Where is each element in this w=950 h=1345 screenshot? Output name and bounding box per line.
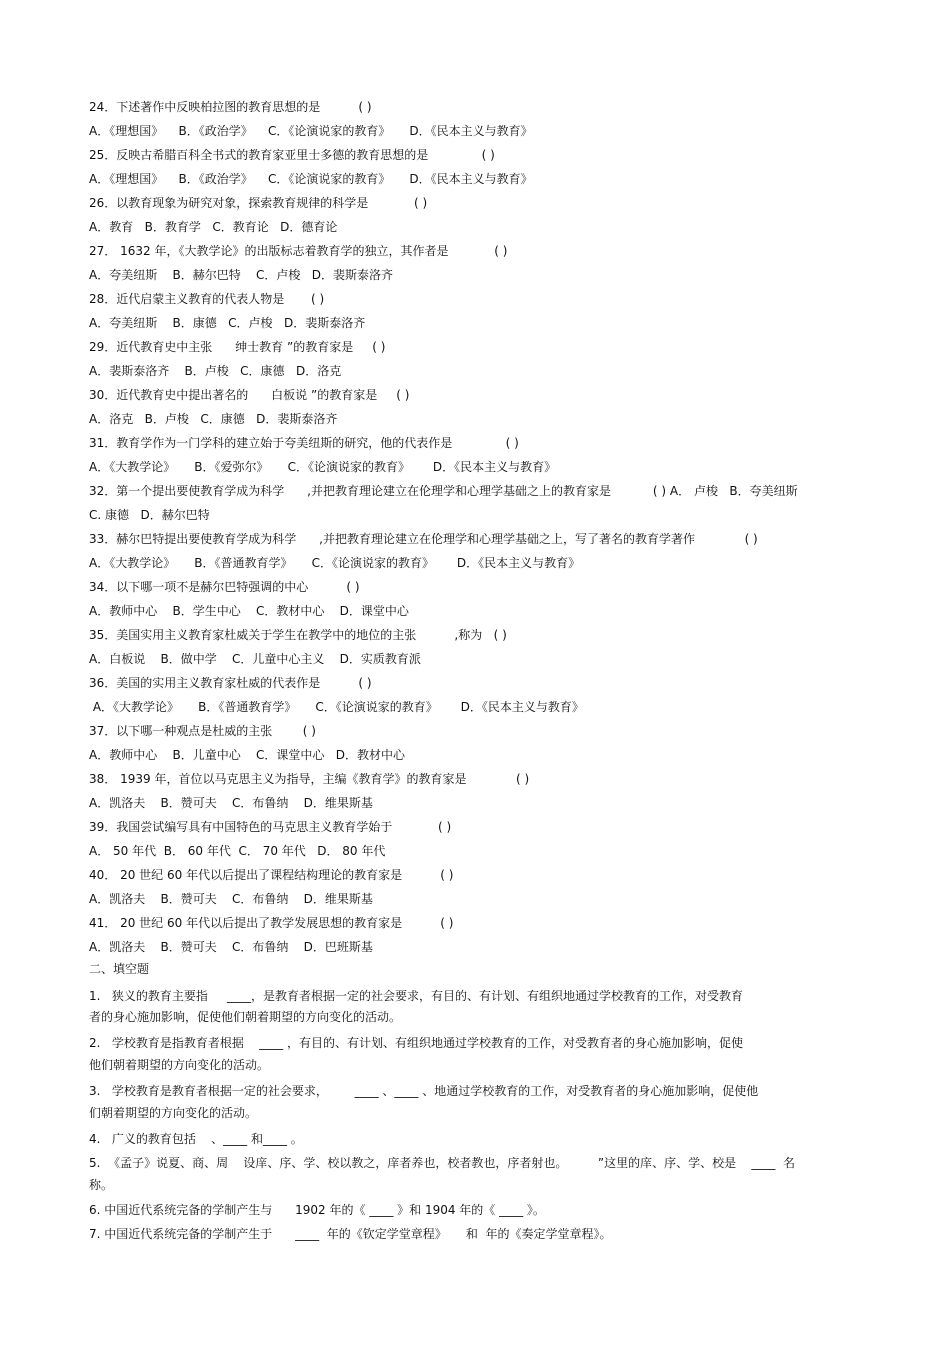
text-line: 者的身心施加影响，促使他们朝着期望的方向变化的活动。 (89, 1010, 402, 1024)
text-line: A．教师中心 B．学生中心 C．教材中心 D．课堂中心 (89, 604, 409, 618)
text-line: A．《大教学论》 B．《爱弥尔》 C．《论演说家的教育》 D．《民本主义与教育》 (89, 460, 557, 474)
text-line: 7. 中国近代系统完备的学制产生于 ____ 年的《钦定学堂章程》 和 年的《奏定学堂章程》。 (89, 1227, 612, 1241)
text-line: 1. 狭义的教育主要指 ____，是教育者根据一定的社会要求，有目的、有计划、有组织地通过学校教育的工作，对受教育 (89, 989, 743, 1003)
text-line: A．凯洛夫 B．赞可夫 C．布鲁纳 D．巴班斯基 (89, 940, 373, 954)
text-line: A．《理想国》 B．《政治学》 C．《论演说家的教育》 D．《民本主义与教育》 (89, 124, 533, 138)
text-line: 32．第一个提出要使教育学成为科学 ,并把教育理论建立在伦理学和心理学基础之上的教育家是 ( ) A． 卢梭 B．夸美纽斯 (89, 484, 798, 498)
text-line: 31．教育学作为一门学科的建立始于夸美纽斯的研究，他的代表作是 ( ) (89, 436, 519, 450)
text-line: 36．美国的实用主义教育家杜威的代表作是 ( ) (89, 676, 372, 690)
text-line: 39．我国尝试编写具有中国特色的马克思主义教育学始于 ( ) (89, 820, 452, 834)
text-line: A．《大教学论》 B．《普通教育学》 C．《论演说家的教育》 D．《民本主义与教育》 (89, 700, 584, 714)
text-line: 30．近代教育史中提出著名的 白板说 ”的教育家是 ( ) (89, 388, 410, 402)
text-line: 35．美国实用主义教育家杜威关于学生在教学中的地位的主张 ,称为 ( ) (89, 628, 507, 642)
text-line: A．《理想国》 B．《政治学》 C．《论演说家的教育》 D．《民本主义与教育》 (89, 172, 533, 186)
text-line: A．凯洛夫 B．赞可夫 C．布鲁纳 D．维果斯基 (89, 796, 373, 810)
text-line: 称。 (89, 1178, 114, 1192)
text-line: 28．近代启蒙主义教育的代表人物是 ( ) (89, 292, 325, 306)
text-line: 6. 中国近代系统完备的学制产生与 1902 年的《 ____ 》和 1904 年的《 ____ 》。 (89, 1203, 545, 1217)
text-line: A．凯洛夫 B．赞可夫 C．布鲁纳 D．维果斯基 (89, 892, 373, 906)
text-line: A．教师中心 B．儿童中心 C．课堂中心 D．教材中心 (89, 748, 406, 762)
text-line: A．白板说 B．做中学 C．儿童中心主义 D．实质教育派 (89, 652, 421, 666)
text-line: A． 50 年代 B． 60 年代 C． 70 年代 D． 80 年代 (89, 844, 386, 858)
text-line: 26．以教育现象为研究对象，探索教育规律的科学是 ( ) (89, 196, 428, 210)
text-line: 25．反映古希腊百科全书式的教育家亚里士多德的教育思想的是 ( ) (89, 148, 495, 162)
text-line: A．夸美纽斯 B．康德 C．卢梭 D．裴斯泰洛齐 (89, 316, 366, 330)
text-line: 40． 20 世纪 60 年代以后提出了课程结构理论的教育家是 ( ) (89, 868, 454, 882)
text-line: A．夸美纽斯 B．赫尔巴特 C．卢梭 D．裴斯泰洛齐 (89, 268, 394, 282)
text-line: C. 康德 D．赫尔巴特 (89, 508, 210, 522)
text-line: 24．下述著作中反映柏拉图的教育思想的是 ( ) (89, 100, 372, 114)
text-line: 2. 学校教育是指教育者根据 ____ ，有目的、有计划、有组织地通过学校教育的工作，对受教育者的身心施加影响，促使 (89, 1036, 743, 1050)
text-line: 二、填空题 (89, 962, 150, 976)
text-line: 3. 学校教育是教育者根据一定的社会要求， ____ 、____ 、地通过学校教育的工作，对受教育者的身心施加影响，促使他 (89, 1084, 759, 1098)
text-line: 37．以下哪一种观点是杜威的主张 ( ) (89, 724, 316, 738)
text-line: 他们朝着期望的方向变化的活动。 (89, 1058, 270, 1072)
text-line: 5. 《孟子》说夏、商、周 设庠、序、学、校以教之，庠者养也，校者教也，序者射也。 ”这里的庠、序、学、校是 ____ 名 (89, 1156, 795, 1170)
text-line: 4. 广义的教育包括 、____ 和____ 。 (89, 1132, 303, 1146)
text-line: A．《大教学论》 B．《普通教育学》 C．《论演说家的教育》 D．《民本主义与教育》 (89, 556, 581, 570)
text-line: 38． 1939 年，首位以马克思主义为指导，主编《教育学》的教育家是 ( ) (89, 772, 530, 786)
text-line: 33．赫尔巴特提出要使教育学成为科学 ,并把教育理论建立在伦理学和心理学基础之上，写了著名的教育学著作 ( ) (89, 532, 758, 546)
text-line: A．洛克 B．卢梭 C．康德 D．裴斯泰洛齐 (89, 412, 338, 426)
text-line: A．裴斯泰洛齐 B．卢梭 C．康德 D．洛克 (89, 364, 342, 378)
text-line: 34．以下哪一项不是赫尔巴特强调的中心 ( ) (89, 580, 360, 594)
text-line: 29．近代教育史中主张 绅士教育 ”的教育家是 ( ) (89, 340, 386, 354)
text-line: 们朝着期望的方向变化的活动。 (89, 1106, 258, 1120)
text-line: A．教育 B．教育学 C．教育论 D．德育论 (89, 220, 338, 234)
text-line: 41． 20 世纪 60 年代以后提出了教学发展思想的教育家是 ( ) (89, 916, 454, 930)
text-line: 27． 1632 年，《大教学论》的出版标志着教育学的独立，其作者是 ( ) (89, 244, 508, 258)
